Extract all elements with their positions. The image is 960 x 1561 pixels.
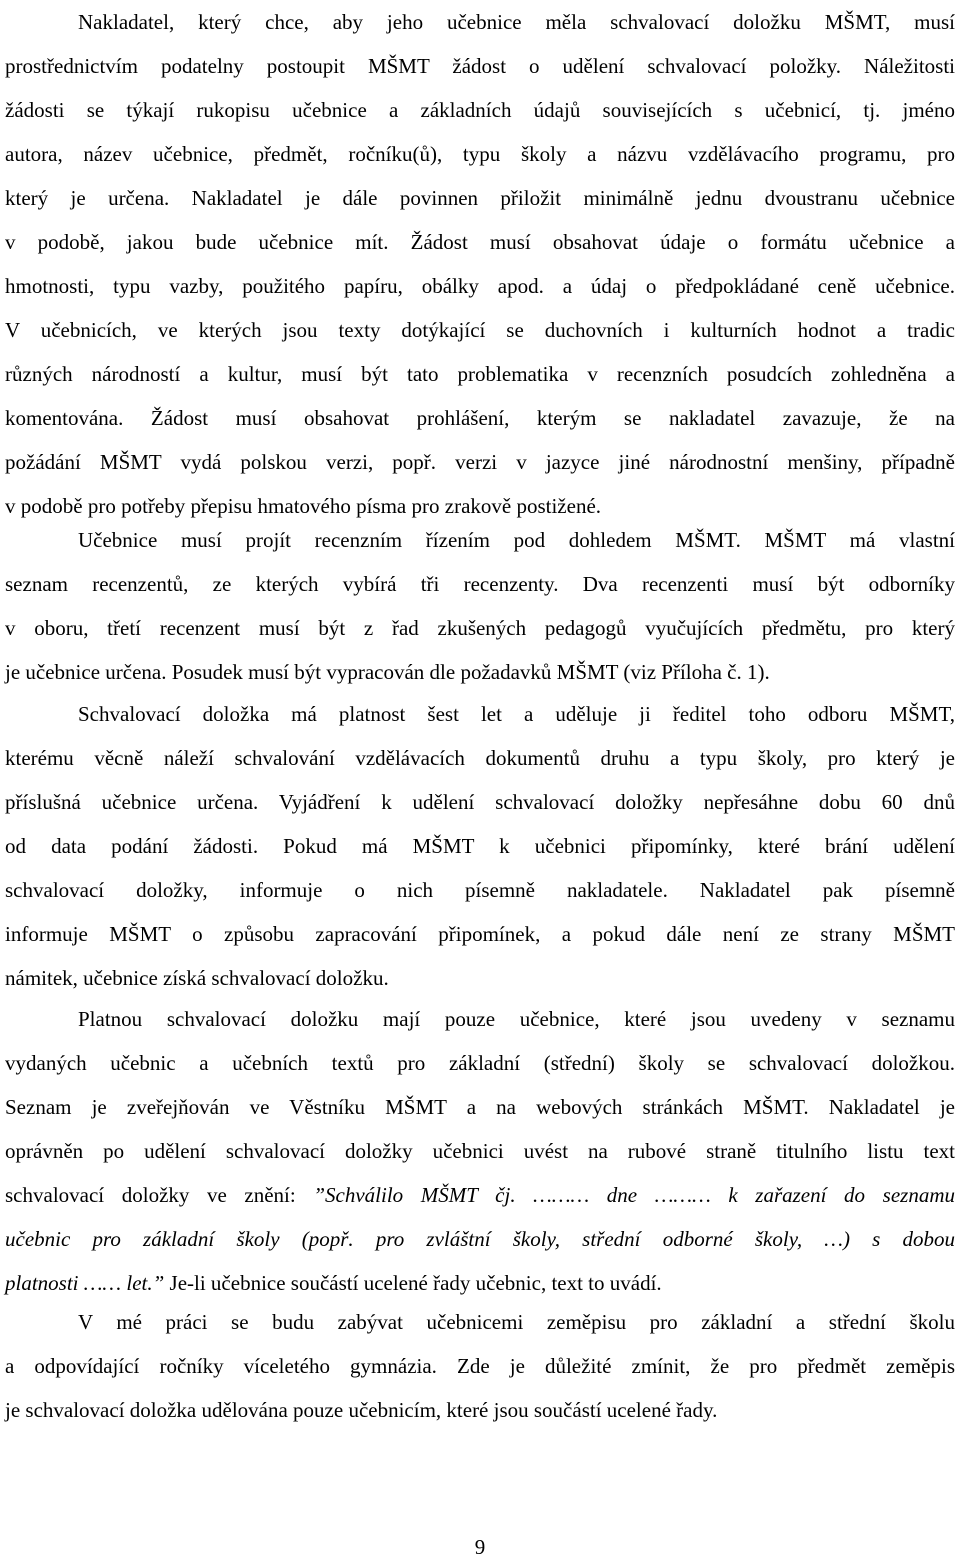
text-line: od data podání žádosti. Pokud má MŠMT k učebnici připomínky, které brání udělení xyxy=(5,834,955,858)
text-line: v podobě pro potřeby přepisu hmatového písma pro zrakově postižené. xyxy=(5,494,602,518)
text-line: V mé práci se budu zabývat učebnicemi zeměpisu pro základní a střední školu xyxy=(78,1310,955,1334)
text-line-mixed xyxy=(5,1173,955,1217)
text-line-mixed xyxy=(5,1217,955,1261)
text-line: v podobě, jakou bude učebnice mít. Žádost musí obsahovat údaje o formátu učebnice a xyxy=(5,230,955,254)
text-line: Učebnice musí projít recenzním řízením pod dohledem MŠMT. MŠMT má vlastní xyxy=(78,528,955,552)
text-line: požádání MŠMT vydá polskou verzi, popř. verzi v jazyce jiné národnostní menšiny, případně xyxy=(5,450,955,474)
text-line: Seznam je zveřejňován ve Věstníku MŠMT a na webových stránkách MŠMT. Nakladatel je xyxy=(5,1095,955,1119)
text-line: V učebnicích, ve kterých jsou texty dotýkající se duchovních i kulturních hodnot a tradic xyxy=(5,318,955,342)
text-line: informuje MŠMT o způsobu zapracování připomínek, a pokud dále není ze strany MŠMT xyxy=(5,922,955,946)
paragraph-5 xyxy=(5,1300,955,1432)
text-line: který je určena. Nakladatel je dále povinnen přiložit minimálně jednu dvoustranu učebnice xyxy=(5,186,955,210)
text-line: Platnou schvalovací doložku mají pouze učebnice, které jsou uvedeny v seznamu xyxy=(78,1007,955,1031)
text-line: vydaných učebnic a učebních textů pro základní (střední) školy se schvalovací doložkou. xyxy=(5,1051,955,1075)
paragraph-3 xyxy=(5,692,955,1000)
text-line: je schvalovací doložka udělována pouze učebnicím, které jsou součástí ucelené řady. xyxy=(5,1398,718,1422)
text-line: různých národností a kultur, musí být tato problematika v recenzních posudcích zohledněna a xyxy=(5,362,955,386)
text-line: oprávněn po udělení schvalovací doložky učebnici uvést na rubové straně titulního listu text xyxy=(5,1139,955,1163)
text-line: příslušná učebnice určena. Vyjádření k udělení schvalovací doložky nepřesáhne dobu 60 dnů xyxy=(5,790,955,814)
text-line: je učebnice určena. Posudek musí být vypracován dle požadavků MŠMT (viz Příloha č. 1). xyxy=(5,660,770,684)
text-italic-quote: ”Schválilo MŠMT čj. ……… dne ……… k zařazení do seznamu xyxy=(313,1183,955,1207)
text-line: autora, název učebnice, předmět, ročníku(ů), typu školy a názvu vzdělávacího programu, pro xyxy=(5,142,955,166)
text-line: prostřednictvím podatelny postoupit MŠMT žádost o udělení schvalovací položky. Náležitosti xyxy=(5,54,955,78)
text-line: Schvalovací doložka má platnost šest let a uděluje ji ředitel toho odboru MŠMT, xyxy=(78,702,955,726)
text-italic-quote: učebnic pro základní školy (popř. pro zvláštní školy, střední odborné školy, …) s dobou xyxy=(5,1227,955,1251)
text-line: námitek, učebnice získá schvalovací doložku. xyxy=(5,966,389,990)
text-line: hmotnosti, typu vazby, použitého papíru, obálky apod. a údaj o předpokládané ceně učebnice. xyxy=(5,274,955,298)
text-line-mixed xyxy=(5,1261,955,1305)
paragraph-4 xyxy=(5,997,955,1305)
text-normal: Je-li učebnice součástí ucelené řady učebnic, text to uvádí. xyxy=(164,1271,662,1295)
text-line: seznam recenzentů, ze kterých vybírá tři recenzenty. Dva recenzenti musí být odborníky xyxy=(5,572,955,596)
text-line: v oboru, třetí recenzent musí být z řad zkušených pedagogů vyučujících předmětu, pro který xyxy=(5,616,955,640)
page-number: 9 xyxy=(474,1535,486,1559)
text-italic-quote: platnosti …… let.” xyxy=(5,1271,165,1295)
text-line: Nakladatel, který chce, aby jeho učebnice měla schvalovací doložku MŠMT, musí xyxy=(78,10,955,34)
text-line: schvalovací doložky, informuje o nich písemně nakladatele. Nakladatel pak písemně xyxy=(5,878,955,902)
text-line: komentována. Žádost musí obsahovat prohlášení, kterým se nakladatel zavazuje, že na xyxy=(5,406,955,430)
text-line: kterému věcně náleží schvalování vzdělávacích dokumentů druhu a typu školy, pro který je xyxy=(5,746,955,770)
text-line: žádosti se týkají rukopisu učebnice a základních údajů souvisejících s učebnicí, tj. jméno xyxy=(5,98,955,122)
paragraph-2 xyxy=(5,518,955,694)
paragraph-1 xyxy=(5,0,955,528)
text-line: a odpovídající ročníky víceletého gymnázia. Zde je důležité zmínit, že pro předmět zeměpis xyxy=(5,1354,955,1378)
text-normal: schvalovací doložky ve znění: xyxy=(5,1183,314,1207)
